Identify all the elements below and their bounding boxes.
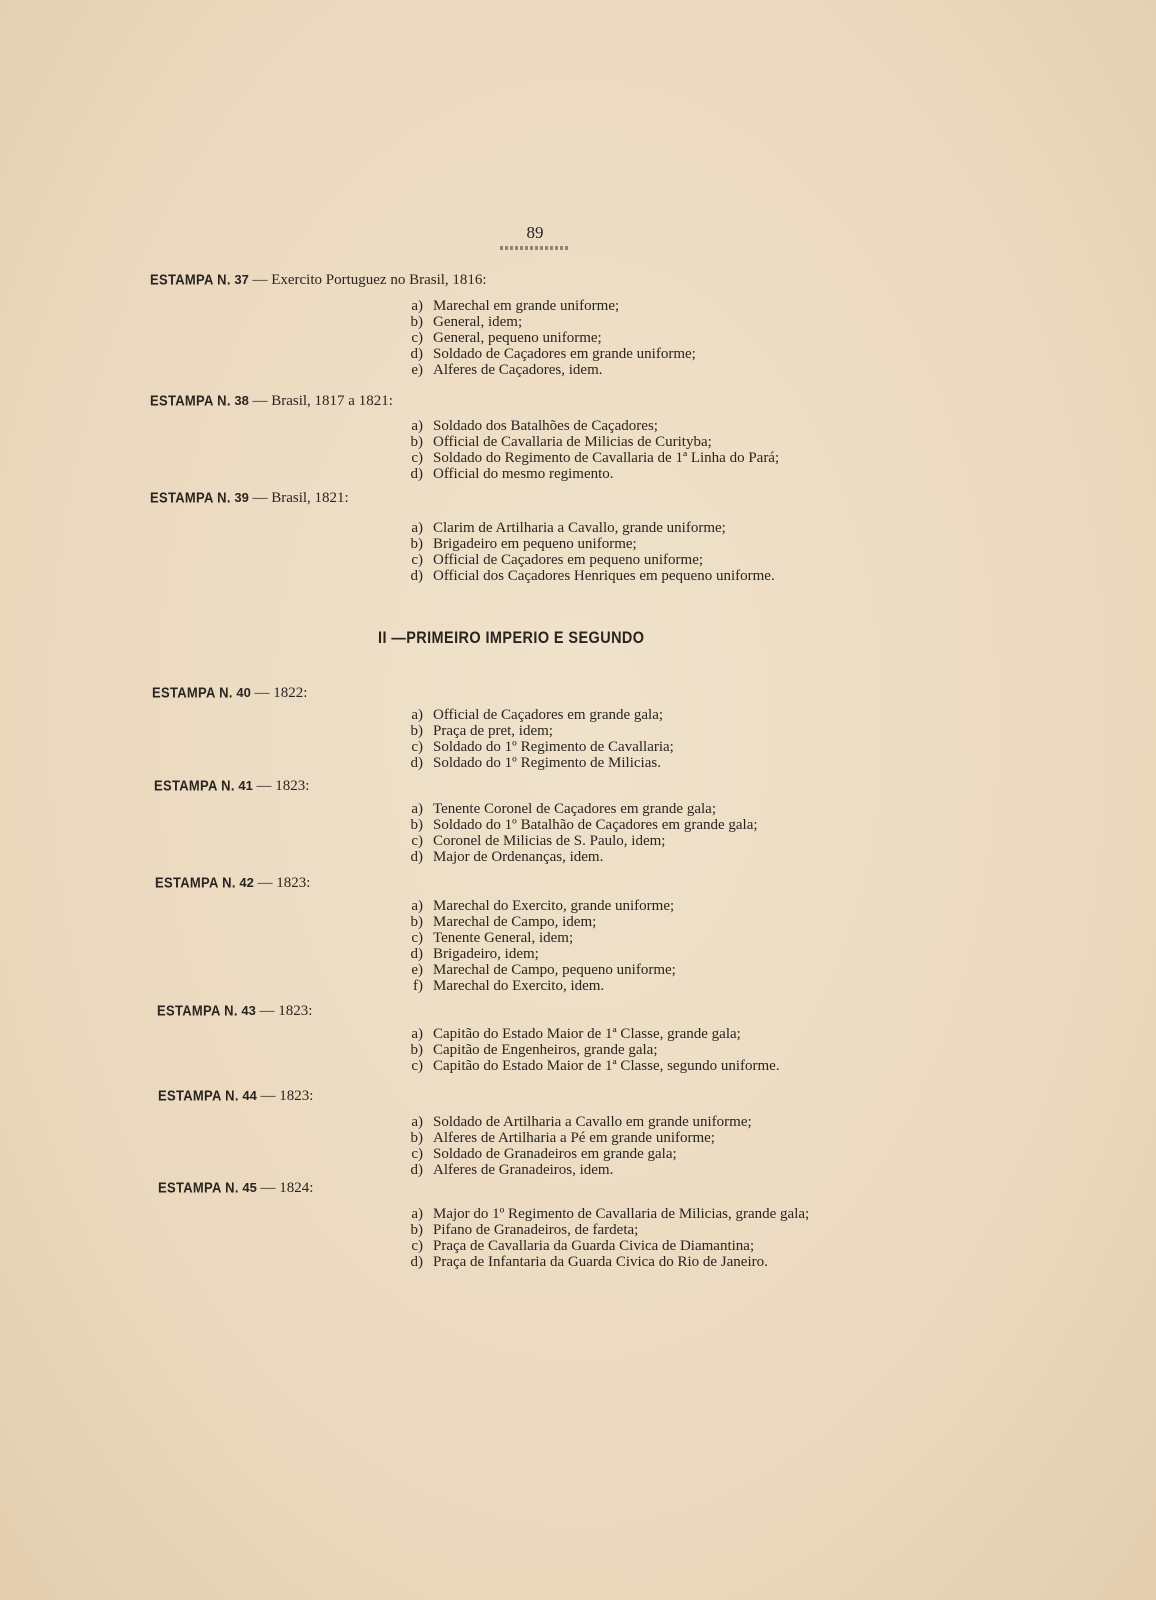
- item-text: Alferes de Granadeiros, idem.: [433, 1162, 614, 1178]
- list-item: [405, 723, 674, 739]
- item-letter: d): [410, 568, 423, 584]
- plate-title: — 1823:: [256, 778, 310, 794]
- item-letter: a): [411, 801, 423, 817]
- list-item: [405, 434, 779, 450]
- item-letter: b): [410, 1130, 423, 1146]
- list-item: [405, 450, 779, 466]
- item-letter: d): [410, 849, 423, 865]
- page-number: 89: [526, 223, 544, 242]
- item-text: Soldado do 1º Regimento de Cavallaria;: [433, 739, 674, 755]
- item-text: Capitão do Estado Maior de 1ª Classe, grande gala;: [433, 1026, 741, 1042]
- list-item: [405, 1130, 752, 1146]
- item-text: Praça de pret, idem;: [433, 723, 553, 739]
- plate-items: [405, 418, 779, 482]
- item-text: Marechal do Exercito, grande uniforme;: [433, 898, 675, 914]
- list-item: [405, 755, 674, 771]
- item-text: Marechal em grande uniforme;: [433, 298, 620, 314]
- item-text: Praça de Infantaria da Guarda Civica do Rio de Janeiro.: [433, 1254, 768, 1270]
- list-item: [405, 552, 775, 568]
- plate-heading: [157, 1003, 312, 1020]
- list-item: [405, 520, 775, 536]
- list-item: [405, 930, 676, 946]
- list-item: [405, 346, 696, 362]
- item-letter: c): [411, 1058, 423, 1074]
- item-text: Alferes de Caçadores, idem.: [433, 362, 603, 378]
- list-item: [405, 536, 775, 552]
- item-letter: f): [413, 978, 423, 994]
- item-letter: d): [410, 466, 423, 482]
- item-letter: d): [410, 346, 423, 362]
- item-letter: c): [411, 1238, 423, 1254]
- plate-heading: [158, 1088, 313, 1105]
- item-text: General, pequeno uniforme;: [433, 330, 602, 346]
- plate-label: ESTAMPA N.: [157, 1002, 238, 1019]
- plate-heading: [155, 875, 310, 892]
- item-text: Coronel de Milicias de S. Paulo, idem;: [433, 833, 666, 849]
- list-item: [405, 466, 779, 482]
- plate-title: — 1823:: [259, 1003, 313, 1019]
- item-letter: b): [410, 314, 423, 330]
- plate-label: ESTAMPA N.: [150, 271, 231, 288]
- item-text: Major de Ordenanças, idem.: [433, 849, 604, 865]
- item-letter: d): [410, 1254, 423, 1270]
- plate-number: 41: [234, 778, 257, 793]
- list-item: [405, 817, 758, 833]
- item-letter: b): [410, 817, 423, 833]
- item-letter: b): [410, 536, 423, 552]
- list-item: [405, 849, 758, 865]
- plate-label: ESTAMPA N.: [154, 777, 235, 794]
- list-item: [405, 314, 696, 330]
- item-letter: a): [411, 1206, 423, 1222]
- plate-items: [405, 298, 696, 378]
- plate-title: — 1824:: [260, 1180, 314, 1196]
- plate-label: ESTAMPA N.: [158, 1087, 239, 1104]
- item-letter: d): [410, 946, 423, 962]
- plate-heading: [158, 1180, 313, 1197]
- item-text: Soldado de Granadeiros em grande gala;: [433, 1146, 677, 1162]
- list-item: [405, 362, 696, 378]
- item-letter: c): [411, 552, 423, 568]
- plate-heading: [152, 685, 307, 702]
- plate-items: [405, 898, 676, 994]
- item-text: Brigadeiro em pequeno uniforme;: [433, 536, 637, 552]
- plate-title: — 1823:: [260, 1088, 314, 1104]
- plate-heading: [150, 490, 349, 507]
- plate-number: 39: [230, 490, 253, 505]
- list-item: [405, 298, 696, 314]
- plate-number: 38: [230, 393, 253, 408]
- plate-title: — 1823:: [257, 875, 311, 891]
- plate-title: — 1822:: [254, 685, 308, 701]
- item-text: General, idem;: [433, 314, 523, 330]
- item-text: Official do mesmo regimento.: [433, 466, 614, 482]
- item-text: Official dos Caçadores Henriques em pequeno uniforme.: [433, 568, 775, 584]
- plate-label: ESTAMPA N.: [158, 1179, 239, 1196]
- item-text: Capitão do Estado Maior de 1ª Classe, segundo uniforme.: [433, 1058, 780, 1074]
- list-item: [405, 568, 775, 584]
- plate-title: — Brasil, 1817 a 1821:: [252, 393, 393, 409]
- plate-label: ESTAMPA N.: [150, 489, 231, 506]
- list-item: [405, 1254, 809, 1270]
- item-text: Brigadeiro, idem;: [433, 946, 539, 962]
- plate-number: 44: [238, 1088, 261, 1103]
- plate-number: 43: [237, 1003, 260, 1018]
- item-letter: e): [411, 362, 423, 378]
- item-text: Official de Cavallaria de Milicias de Curityba;: [433, 434, 712, 450]
- plate-label: ESTAMPA N.: [152, 684, 233, 701]
- item-text: Soldado do 1º Batalhão de Caçadores em grande gala;: [433, 817, 758, 833]
- list-item: [405, 1058, 780, 1074]
- plate-items: [405, 801, 758, 865]
- item-text: Alferes de Artilharia a Pé em grande uniforme;: [433, 1130, 715, 1146]
- plate-items: [405, 707, 674, 771]
- plate-number: 40: [232, 685, 255, 700]
- plate-items: [405, 1026, 780, 1074]
- item-text: Praça de Cavallaria da Guarda Civica de Diamantina;: [433, 1238, 755, 1254]
- item-letter: a): [411, 1026, 423, 1042]
- list-item: [405, 1042, 780, 1058]
- item-letter: a): [411, 520, 423, 536]
- item-text: Marechal de Campo, idem;: [433, 914, 597, 930]
- list-item: [405, 739, 674, 755]
- item-text: Soldado do Regimento de Cavallaria de 1ª Linha do Pará;: [433, 450, 780, 466]
- plate-number: 37: [230, 272, 253, 287]
- item-text: Soldado dos Batalhões de Caçadores;: [433, 418, 658, 434]
- item-letter: c): [411, 930, 423, 946]
- item-text: Tenente Coronel de Caçadores em grande gala;: [433, 801, 716, 817]
- item-letter: a): [411, 1114, 423, 1130]
- item-letter: c): [411, 450, 423, 466]
- list-item: [405, 1162, 752, 1178]
- list-item: [405, 330, 696, 346]
- plate-label: ESTAMPA N.: [155, 874, 236, 891]
- page-number-rule: [500, 246, 570, 250]
- plate-items: [405, 520, 775, 584]
- item-text: Official de Caçadores em grande gala;: [433, 707, 664, 723]
- item-text: Official de Caçadores em pequeno uniforme;: [433, 552, 704, 568]
- list-item: [405, 833, 758, 849]
- item-letter: b): [410, 914, 423, 930]
- item-letter: b): [410, 1042, 423, 1058]
- list-item: [405, 707, 674, 723]
- item-letter: a): [411, 298, 423, 314]
- list-item: [405, 1222, 809, 1238]
- item-text: Marechal de Campo, pequeno uniforme;: [433, 962, 676, 978]
- item-letter: d): [410, 755, 423, 771]
- plate-title: — Brasil, 1821:: [252, 490, 349, 506]
- list-item: [405, 1114, 752, 1130]
- plate-title: — Exercito Portuguez no Brasil, 1816:: [252, 272, 487, 288]
- item-text: Soldado do 1º Regimento de Milicias.: [433, 755, 661, 771]
- list-item: [405, 898, 676, 914]
- item-letter: b): [410, 434, 423, 450]
- item-letter: b): [410, 723, 423, 739]
- plate-items: [405, 1206, 809, 1270]
- item-text: Soldado de Caçadores em grande uniforme;: [433, 346, 696, 362]
- item-text: Tenente General, idem;: [433, 930, 574, 946]
- item-letter: e): [411, 962, 423, 978]
- list-item: [405, 801, 758, 817]
- list-item: [405, 1238, 809, 1254]
- list-item: [405, 946, 676, 962]
- list-item: [405, 1146, 752, 1162]
- list-item: [405, 914, 676, 930]
- plate-heading: [150, 393, 393, 410]
- section-title: II —PRIMEIRO IMPERIO E SEGUNDO: [378, 628, 645, 647]
- list-item: [405, 1206, 809, 1222]
- item-letter: c): [411, 739, 423, 755]
- plate-items: [405, 1114, 752, 1178]
- item-letter: a): [411, 707, 423, 723]
- item-text: Major do 1º Regimento de Cavallaria de Milicias, grande gala;: [433, 1206, 810, 1222]
- item-text: Marechal do Exercito, idem.: [433, 978, 605, 994]
- list-item: [405, 978, 676, 994]
- list-item: [405, 962, 676, 978]
- item-letter: a): [411, 898, 423, 914]
- item-letter: c): [411, 330, 423, 346]
- item-letter: c): [411, 1146, 423, 1162]
- plate-label: ESTAMPA N.: [150, 392, 231, 409]
- plate-number: 45: [238, 1180, 261, 1195]
- plate-heading: [150, 272, 487, 289]
- list-item: [405, 418, 779, 434]
- plate-heading: [154, 778, 309, 795]
- item-text: Pifano de Granadeiros, de fardeta;: [433, 1222, 639, 1238]
- item-text: Soldado de Artilharia a Cavallo em grande uniforme;: [433, 1114, 752, 1130]
- item-text: Capitão de Engenheiros, grande gala;: [433, 1042, 658, 1058]
- item-text: Clarim de Artilharia a Cavallo, grande uniforme;: [433, 520, 726, 536]
- list-item: [405, 1026, 780, 1042]
- item-letter: b): [410, 1222, 423, 1238]
- plate-number: 42: [235, 875, 258, 890]
- item-letter: a): [411, 418, 423, 434]
- item-letter: c): [411, 833, 423, 849]
- item-letter: d): [410, 1162, 423, 1178]
